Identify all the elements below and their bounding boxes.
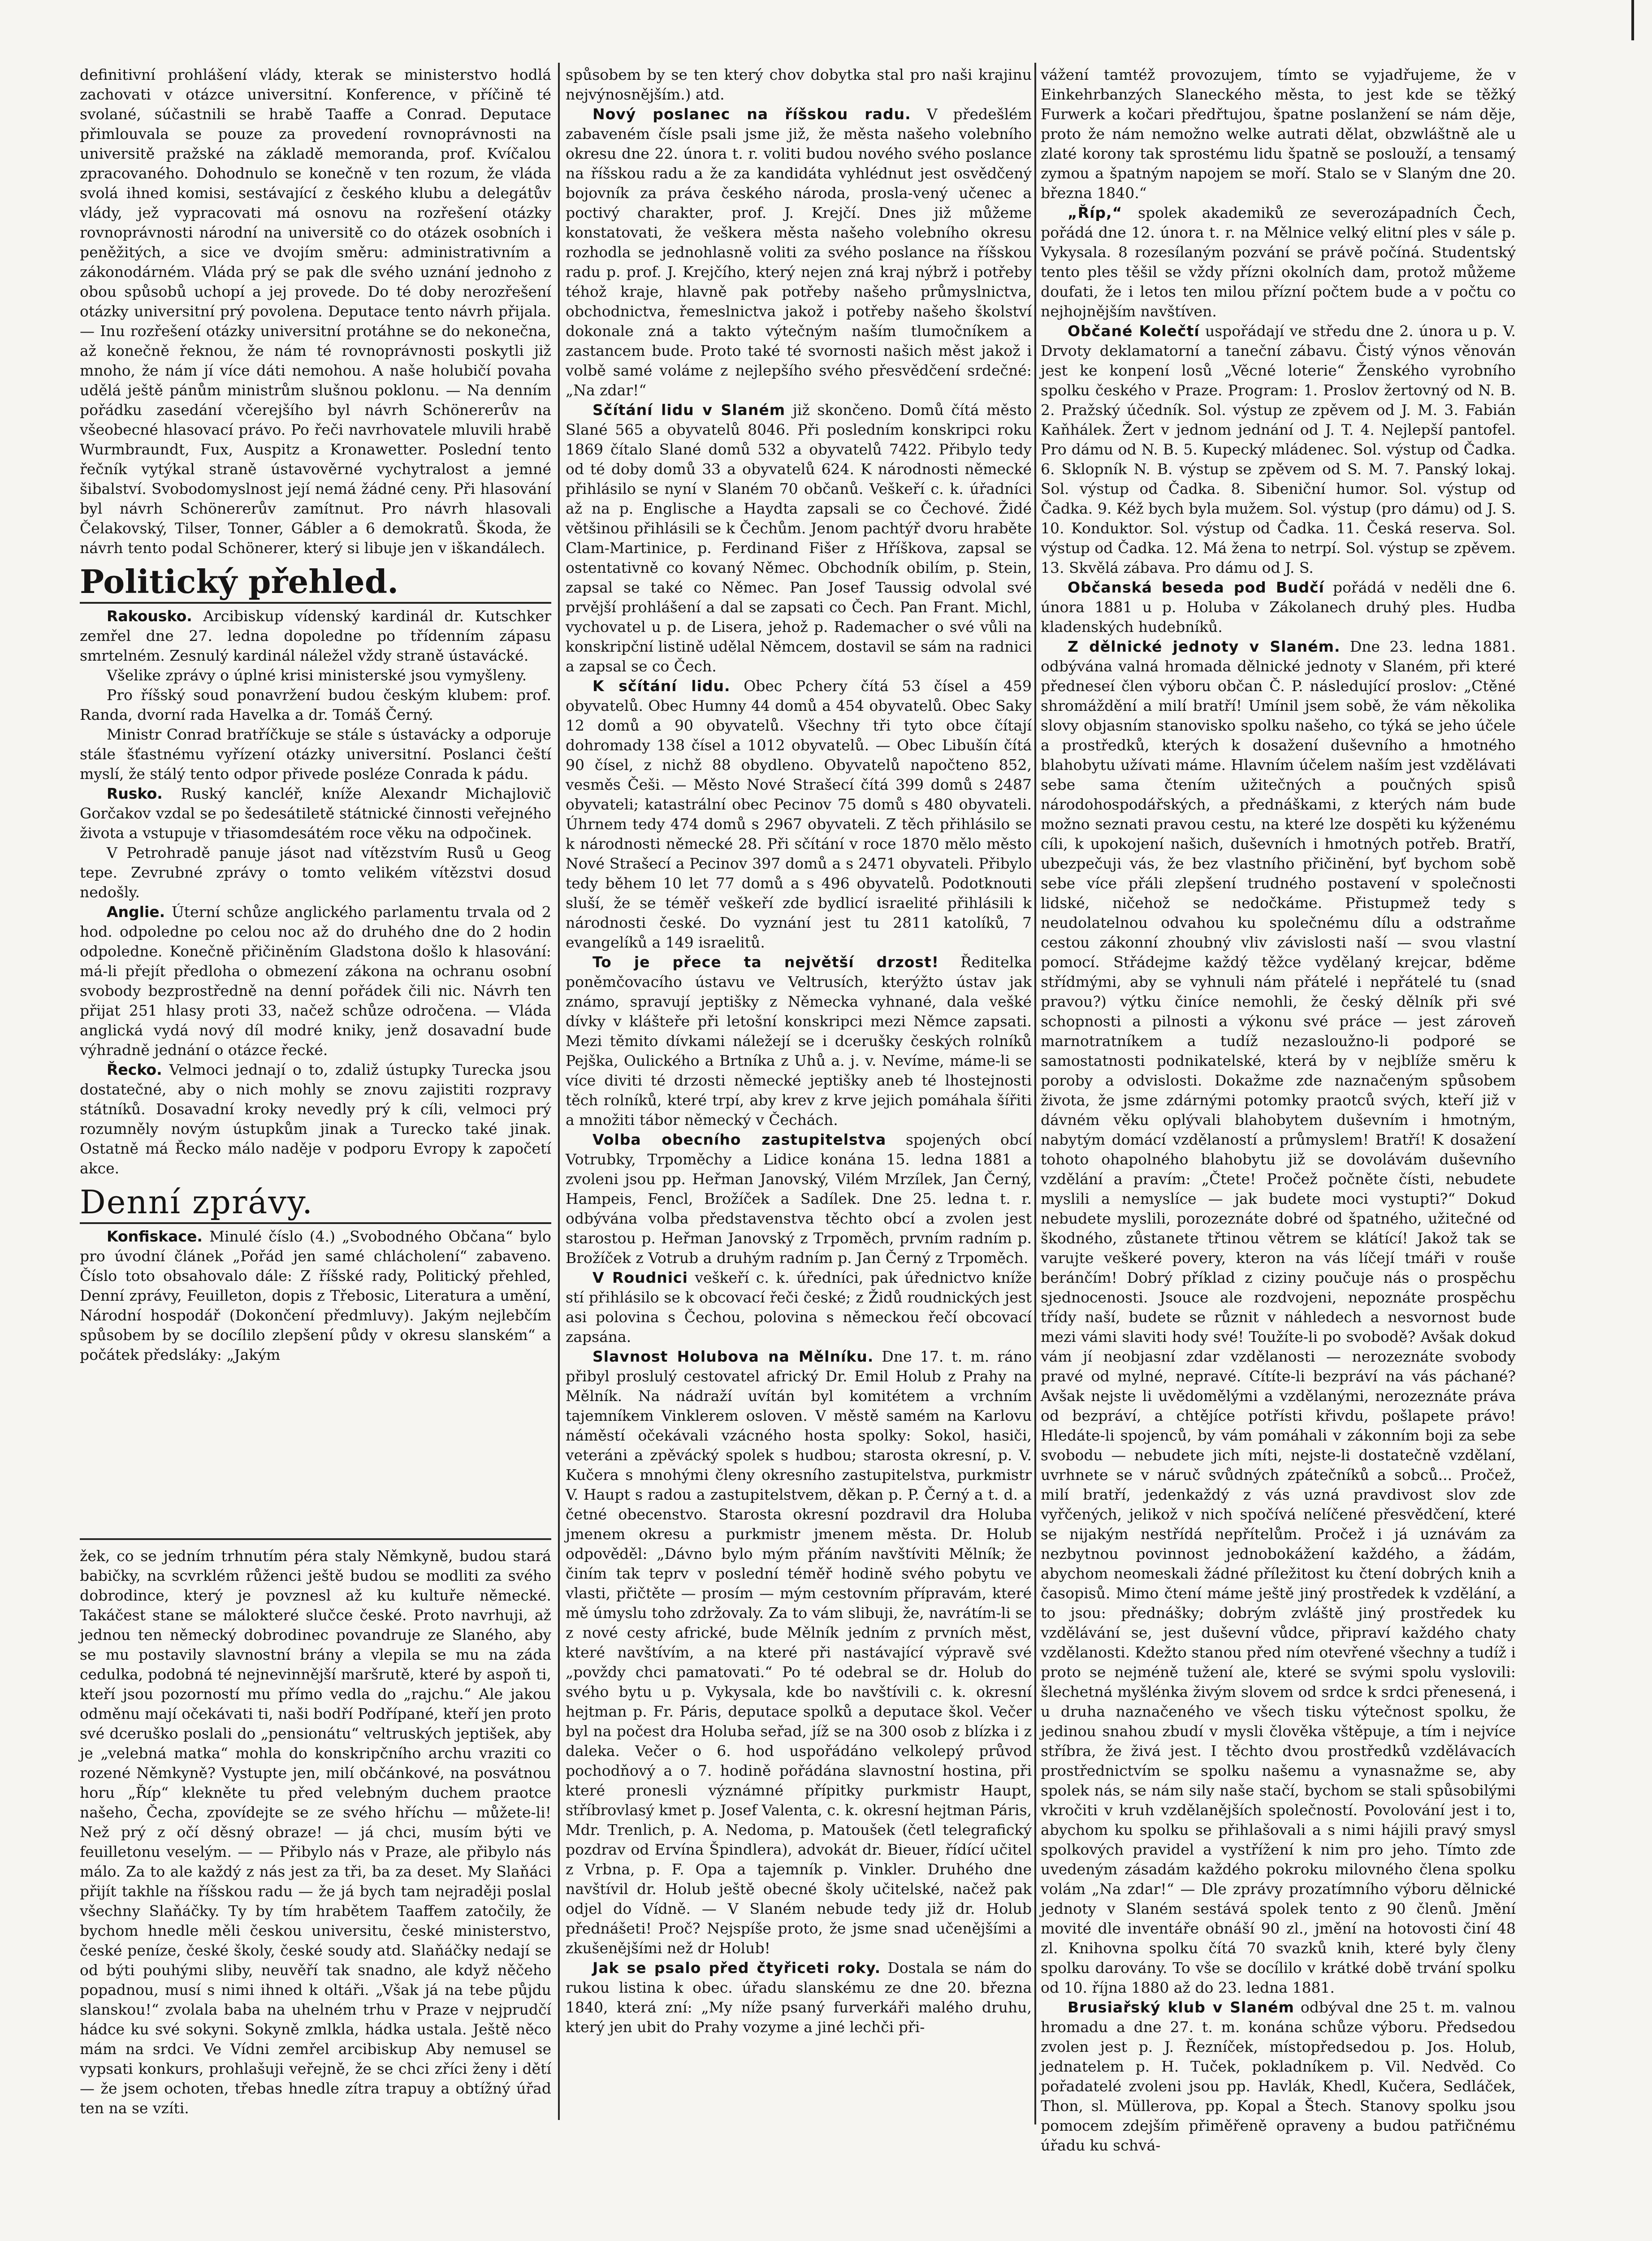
parliament-report: definitivní prohlášení vlády, kterak se ministerstvo hodlá zachovati v otázce universitní. Konference, v příčině té svolané, súčastnili se hrabě Taaffe a Conrad. Deputace přimlouvala se pouze za provedení rovnoprávnosti na universitě pražské na základě memoranda, prof. Kvíčalou zpracovaného. Dohodnulo se konečně v ten rozum, že vláda svolá ihned komisi, sestávající z českého klubu a delegátův vlády, jež vypracovati má osnovu na rozřešení otázky rovnoprávnosti národní na universitě co do otázek osobních i peněžitých, a sice ve dvojím směru: administrativním a zákonodárném. Vláda prý se pak dle svého uznání jednoho z obou spůsobů uchopí a jej provede. Do té doby nerozřešení otázky universitní prý povolena. Deputace tento návrh přijala. — Inu rozřešení otázky universitní protáhne se do nekonečna, až konečně řeknou, že nám té rovnoprávnosti poskytli již mnoho, že nám jí více dáti nemohou. A naše holubičí povaha udělá ještě pánům ministrům slušnou poklonu. — Na denním pořádku zasedání včerejšího byl návrh Schönererův na všeobecné hlasovací právo. Po řeči navrhovatele mluvili hrabě Wurmbraundt, Fux, Auspitz a Kronawetter. Poslední tento řečník vytýkal straně ústavověrné vychytralost a jemné šibalství. Svobodomyslnost její nemá žádné ceny. Při hlasování byl návrh Schönererův zamítnut. Pro návrh hlasovali Čelakovský, Tilser, Tonner, Gábler a 6 demokratů. Škoda, že návrh tento podal Schönerer, který si libuje jen v iškandálech. [80,66,551,557]
rakousko-4: Ministr Conrad bratříčkuje se stále s ústavácky a odporuje stále šťastnému vyřízení otázky universitní. Poslanci čeští myslí, že stálý tento odpor přivede posléze Conrada k pádu. [80,726,551,783]
page-edge-mark [1631,0,1634,40]
obcane-kolecti-text: uspořádají ve středu dne 2. února u p. V. Drvoty deklamatorní a taneční zábavu. Čistý výnos věnován jest ke konpení losů „Věcné loterie“ Ženského vyrobního spolku českého v Praze. Program: 1. Proslov žertovný od N. B. 2. Pražský účedník. Sol. výstup ze zpěvem od J. M. 3. Fabián Kaňhálek. Žert v jednom jednání od J. T. 4. Nejlepší pantofel. Pro dámu od N. B. 5. Kupecký mládenec. Sol. výstup od Čadka. 6. Sklopník N. B. výstup se zpěvem od S. M. 7. Panský lokaj. Sol. výstup od Čadka. 8. Sibeniční humor. Sol. výstup od Čadka. 9. Kéž bych byla mužem. Sol. výstup (pro dámu) od J. S. 10. Konduktor. Sol. výstup od Čadka. 11. Česká reserva. Sol. výstup od Čadka. 12. Má žena to netrpí. Sol. výstup se zpěvem. 13. Skvělá zábava. Pro dámu od J. S. [1041,322,1516,576]
k-scitani-text: Obec Pchery čítá 53 čísel a 459 obyvatelů. Obec Humny 44 domů a 454 obyvatelů. Obec Saky 12 domů a 90 obyvatelů. Všechny tři tyto obce čítají dohromady 138 čísel a 1012 obyvatelů. — Obec Libušín čítá 90 čísel, z nichž 88 obydleno. Obyvatelů napočteno 852, vesměs Češi. — Město Nové Strašecí čítá 399 domů s 2487 obyvateli; katastrální obec Pecinov 75 domů s 480 obyvateli. Úhrnem tedy 474 domů s 2967 obyvateli. Z těch přihlásilo se k národnosti německé 28. Při sčítání v roce 1870 mělo město Nové Strašecí a Pecinov 397 domů a s 2471 obyvateli. Přibylo tedy během 10 let 77 domů a s 496 obyvatelů. Podotknouti sluší, že se téměř veškeří zde bydlicí israelité přihlásili k národnosti české. Do vyznání jest tu 2811 katolíků, 7 evangelíků a 149 israelitů. [566,677,1032,951]
feuilleton-text: žek, co se jedním trhnutím péra staly Němkyně, budou stará babičky, na scvrklém růženci ještě budou se modliti za svého dobrodince, který je povznesl až ku kultuře německé. Takáčest stane se málokteré slučce české. Proto navrhuji, až jednou ten německý dobrodinec povandruje ze Slaného, aby se mu postavily slavnostní brány a vlepila se mu na záda cedulka, podobná té nejnevinnější maršrutě, které by aspoň ti, kteří jsou pozorností mu přímo vedla do „rajchu.“ Ale jakou odměnu mají očekávati ti, naši bodří Podřípané, kteří jen proto své dceruško poslali do „pensionátu“ veltruských jeptišek, aby je „velebná matka“ mohla do konskripčního archu vraziti co rozené Němkyně? Vystupte jen, milí občánkové, na posvátnou horu „Říp“ klekněte tu před velebným duchem praotce našeho, Čecha, zpovídejte se ze svého hříchu — můžete-li! Než prý z očí děsný obraze! — já chci, musím býti ve feuilletonu veselým. — — Přibylo nás v Praze, ale přibylo nás málo. Za to ale každý z nás jest za tři, ba za deset. My Slaňáci přijít takhle na říšskou radu — že já bych tam nejraději poslal všechny Slaňáčky. Ty by tím hrabětem Taaffem zatočily, že bychom hnedle měli českou universitu, české ministerstvo, české peníze, české školy, české soudy atd. Slaňáčky nedají se od býti pouhými sliby, neuvěří tak snadno, ale když něčeho popadnou, musí s nimi ihned k oltáři. „Však já na tebe půjdu slanskou!“ zvolala baba na uhelném trhu v Praze v nejprudčí hádce ku své sokyni. Sokyně zmlkla, hádka ustala. Ještě něco mám na srdci. Ve Vídni zemřel arcibiskup Aby nemusel se vypsati konkurs, prohlašuji veřejně, že se chci zříci ženy i dětí — že jsem ochoten, třebas hnedle zítra trapuy a obtížný úřad ten na se vzíti. [80,1547,551,2117]
right-column [1041,65,1516,2154]
recko-1: Velmoci jednají o to, zdaliž ústupky Turecka jsou dostatečné, aby o nich mohly se znovu zajistiti rozpravy státníků. Dosavadní kroky nevedly prý k cíli, velmoci prý rozumněly novým ústupkům jinak a Turecko také jinak. Ostatně má Řecko málo naděje v podporu Evropy k započetí akce. [80,1061,551,1177]
head-pred-ctyriceti: Jak se psalo před čtyřiceti roky. [592,1959,881,1977]
beseda-budci-text: pořádá v neděli dne 6. února 1881 u p. Holuba v Zákolanech druhý ples. Hudba kladenských hudebníků. [1041,579,1516,636]
anglie-1: Úterní schůze anglického parlamentu trvala od 2 hod. odpoledne po celou noc až do druhého dne do 2 hodin odpoledne. Konečně přičiněním Gladstona došlo k hlasování: má-li přejít předloha o obmezení zákona na ochranu osobní svobody bezprostředně na denní pořádek čili nic. Návrh ten přijat 251 hlasy proti 33, načež schůze odročena. — Vláda anglická vydá nový díl modré kniky, jenž dosavadní bude výhradně jednání o otázce řecké. [80,903,551,1059]
column-rule-right [1034,63,1036,2124]
volba-text: spojených obcí Votrubky, Trpoměchy a Lidice konána 15. ledna 1881 a zvoleni jsou pp. Heřman Janovský, Vilém Mrzílek, Jan Černý, Hampeis, Fencl, Brožíček a Sadílek. Dne 25. ledna t. r. odbývána volba představenstva těchto obcí a zvolen jest starostou p. Heřman Janovský z Trpoměch, prvním radním p. Brožíček z Votrub a druhým radním p. Jan Černý z Trpoměch. [566,1131,1032,1267]
head-rusko: Rusko. [107,785,163,802]
head-volba: Volba obecního zastupitelstva [592,1131,887,1148]
head-rip: „Říp,“ [1068,204,1123,221]
head-scitani-slane: Sčítání lidu v Slaném [592,401,786,419]
rusko-2: V Petrohradě panuje jásot nad vítězstvím Rusů u Geog tepe. Zevrubné zprávy o tomto velikém vítězstvi dosud nedošly. [80,844,551,901]
head-k-scitani: K sčítání lidu. [592,677,731,695]
head-novy-poslanec: Nový poslanec na říšskou radu. [592,105,911,123]
right-continuation: vážení tamtéž provozujem, tímto se vyjadřujeme, že v Einkehrbanzých Slaneckého města, to jest kde se těžký Furwerk a kočari předřtujou, špatne poslanžení se nám děje, proto že nám nemožno welke autrati dělat, obzwláštně ale u zlaté korony tak sprostému lidu špatně se poslouží, a tensamý zymou a špatným napojem se moří. Stalo se v Slaným dne 20. března 1840.“ [1041,66,1516,202]
head-brusiarsky-klub: Brusiařský klub v Slaném [1068,1999,1294,2016]
head-konfiskace: Konfiskace. [107,1228,203,1245]
mid-continuation: spůsobem by se ten který chov dobytka stal pro naši krajinu nejvýnosnějším.) atd. [566,66,1032,103]
head-anglie: Anglie. [107,903,165,921]
delnicka-jednota-text: Dne 23. ledna 1881. odbývána valná hromada dělnické jednoty v Slaném, při které předneseí člen výboru občan Č. P. následující proslov: „Ctěné shromáždění a milí bratří! Umínil jsem sobě, že vám několika slovy objasním stanovisko spolku našeho, co týká se jeho účele a prostředků, kterých k dosažení duševního a hmotného blahobytu užívati máme. Hlavním účelem naším jest vzdělávati sebe sama čtením užitečných a poučných spisů národohospodářských, a přednáškami, z kterých nám bude možno seznati pravou cestu, na které lze dospěti ku kýženému cíli, k upokojení našich, duševních i hmotných potřeb. Bratří, ubezpečuji vás, že bez vlastního přičinění, byť bychom sobě sebe více přáli zlepšení trudného postavení v společnosti lidské, ničehož se nedočkáme. Přistupmež tedy s neudolatelnou odvahou ku společnému dílu a odstraňme cestou zákonní zhoubný vliv závislosti naší — svou vlastní pomocí. Střádejme každý těžce vydělaný krejcar, bděme střídmými, aby se vyhnuli nám přátelé i nepřátelé tu (snad pravou?) výtku činíce nemohli, že český dělník při své schopnosti a pilnosti a výkonu své práce — jest zároveň marnotratníkem a tudíž nezasloužno-li podporé se samostatnosti podnikatelské, která by v nejblíže směru k poroby a odvislosti. Dokažme zde naznačeným spůsobem života, že jsme zdárnými potomky praotců svých, kteří již v dávném věku oplývali blahobytem duševním i hmotným, nabytým domácí vzdělaností a průmyslem! Bratří! K dosažení tohoto ohapolného blahobytu již se dovolávám duševního vzdělání a pravím: „Čtete! Pročež počněte čísti, nebudete myslili a nemyslíce — jak budete moci vystupti?“ Dokud nebudete myslili, porozeznáte dobré od špatného, užitečné od škodného, zůstanete třtinou větrem se klátící! Jakož tak se varujte veškeré povery, kteron na vás líčejí tmáři v rouše beránčím! Dobrý příklad z ciziny poučuje nás o prospěchu sjednocenosti. Jsouce ale rozdvojeni, nepoznáte prospěchu třídy naší, budete se různit v náhledech a nesvornost bude mezi vámi slaviti hody své! Toužíte-li po svobodě? Avšak dokud vám jí neobjasní zdar vzdělanosti — nerozeznáte svobody pravé od mylné, nepravé. Cítíte-li bezpráví na vás páchané? Avšak nejste li uvědomělými a vzdělanými, nerozeznáte práva od bezpráví, a chtějíce potřísti křivdu, pošlapete právo! Hledáte-li spojenců, by vám pomáhali v zákonním boji za sebe svobodu — nebudete jich míti, nejste-li dostatečně vzdělaní, uvrhnete se v náruč svůdných zpátečníků a sobců... Pročež, milí bratří, jedenkaždý z vás uzná pravdivost slov zde vyřčených, jelikož v nich spočívá nelíčené přesvědčení, které se nijakým nestřídá nepřítelům. Pročež i já uznávám za nezbytnou povinnost jednobokážení každého, a žádám, abychom neomeskali žádné příležitost ku čtení dobrých knih a časopisů. Mimo čtení máme ještě jiný prostředek k vzdělání, a to jsou: přednášky; dobrým zvláště jiný prostředek ku vzdělávání se, jest duševní vůdce, připraví každého chaty vzdělanosti. Kdežto stanou před ním otevřené všechny a tudíž i proto se nejméně tužení ale, které se svými spolu vyslovili: šlechetná myšlénka živým slovem od srdce k srdci přenesená, i u druha naznačeného ve všech tisku výtečnost spolku, že jedinou snahou zbudí v mysli člověka vštěpuje, a tím i nejvíce stříbra, že živá jest. I těchto dvou prostředků vzdělávacích prostřednictvím se spolku našemu a vynasnažme se, aby spolek nás, se nám sily naše stačí, bychom se stali spůsobilými vkročiti v kruh vzdělanějších společností. Povolování jest i to, abychom ku spolku se přihlašovali a s nimi hájili pravý smysl spolkových pravidel a vystřížení k nim pro jeho. Tímto zde uvedeným zásadám každého pokroku milovného člena spolku volám „Na zdar!“ — Dle zprávy prozatímního výboru dělnické jednoty v Slaném sestává spolek tento z 90 členů. Jmění movité dle inventáře obnáší 90 zl., jmění na hotovosti činí 48 zl. Knihovna spolku čítá 70 svazků knih, které byly členy spolku darovány. To vše se docílilo v krátké době trvání spolku od 10. října 1880 až do 23. ledna 1881. [1041,638,1516,1996]
drzost-text: Ředitelka poněmčovacího ústavu ve Veltrusích, kterýžto ústav jak známo, spravují jeptišky z Německa vyhnané, dala vešké dívky v klášteře při letošní konskripci mezi Němce zapsati. Mezi těmito dívkami náležejí se i dcerušky českých rolníků Pejška, Oulického a Brtníka z Uhů a. j. v. Nevíme, máme-li se více diviti té drzosti německé jeptišky aneb té lhostejnosti těch rolníků, které trpí, aby krev z krve jejich pomáhala šířiti a množiti tábor německý v Čechách. [566,953,1032,1129]
head-slavnost-holub: Slavnost Holubova na Mělníku. [592,1348,874,1365]
head-rakousko: Rakousko. [107,607,192,625]
head-beseda-budci: Občanská beseda pod Budčí [1068,579,1324,596]
roudnice-text: veškeří c. k. úředníci, pak úřednictvo kníže stí přihlásilo se k obcovací řeči české; z Židů roudnických jest asi polovina s Čechou, polovina s německou řečí obcovací zapsána. [566,1269,1032,1345]
middle-column [566,65,1032,2172]
rip-text: spolek akademiků ze severozápadních Čech, pořádá dne 12. února t. r. na Mělnice velký elitní ples v sále p. Vykysala. 8 rozesílaným pozvání se právě počíná. Studentský tento ples těšil se vždy přízni okolních dam, protož můžeme doufati, že i letos ten milou přízní počtem bude a v počtu co nejhojnějším navštíven. [1041,204,1516,320]
feuilleton-column [80,1546,551,2117]
konfiskace-1: Minulé číslo (4.) „Svobodného Občana“ bylo pro úvodní článek „Pořád jen samé chlácholení“ zabaveno. Číslo toto obsahovalo dále: Z říšské rady, Politický přehled, Denní zprávy, Feuilleton, dopis z Třebosic, Literatura a umění, Národní hospodář (Dokončení předmluvy). Jakým nejlebčím spůsobem by se docílilo zlepšení půdy v okresu slanském“ a počátek předsláky: „Jakým [80,1228,551,1363]
brusiarsky-klub-text: odbýval dne 25 t. m. valnou hromadu a dne 27. t. m. konána schůze výboru. Předsedou zvolen jest p. J. Řezníček, místopředsedou p. Jos. Holub, jednatelem p. H. Tuček, pokladníkem p. Vil. Nedvěd. Co pořadatelé zvoleni jsou pp. Havlák, Khedl, Kučera, Sedláček, Thon, sl. Müllerova, pp. Kopal a Štech. Stanovy spolku jsou pomocem zdejším přiměřeně opraveny a budou patřičnému úřadu ku schvá- [1041,1999,1516,2154]
section-title-daily-news: Denní zprávy. [80,1184,551,1224]
head-obcane-kolecti: Občané Kolečtí [1068,322,1200,340]
head-roudnice: V Roudnici [592,1269,688,1286]
scitani-slane-text: již skončeno. Domů čítá město Slané 565 a obyvatelů 8046. Při posledním konskripci roku 1869 čítalo Slané domů 532 a obyvatelů 7422. Přibylo tedy od té doby domů 33 a obyvatelů 624. K národnosti německé přihlásilo se nyní v Slaném 70 občanů. Veškeří c. k. úřadníci až na p. Englische a Haydta zapsali se co Čechové. Židé většinou přihlásili se k Čechům. Jenom pachtýř dvoru hraběte Clam-Martinice, p. Ferdinand Fišer z Hříškova, zapsal se ostentativně co kovaný Němec. Obchodník obilím, p. Stein, zapsal se také co Němec. Pan Josef Taussig odvolal své prvější prohlášení a dal se zapsati co Čech. Pan Frant. Michl, vychovatel u p. de Lisera, jehož p. Rademacher o své vůli na konskripční listině udělal Němcem, dostavil se sám na radnici a zapsal se co Čech. [566,401,1032,675]
head-drzost: To je přece ta největší drzost! [592,953,939,971]
rakousko-3: Pro říšský soud ponavržení budou českým klubem: prof. Randa, dvorní rada Havelka a dr. Tomáš Černý. [80,686,551,723]
head-delnicka-jednota: Z dělnické jednoty v Slaném. [1068,638,1341,655]
column-rule-left [558,63,560,2120]
rusko-1: Ruský kancléř, kníže Alexandr Michajlovič Gorčakov vzdal se po šedesátiletě státnické činnosti veřejného života a vstupuje v třiasomdesátém roce věku na odpočinek. [80,785,552,842]
section-title-political-review: Politický přehled. [80,563,551,604]
rakousko-1: Arcibiskup vídenský kardinál dr. Kutschker zemřel dne 27. ledna dopoledne po třídenním zápasu smrtelném. Zesnulý kardinál náležel vždy straně ústavácké. [80,607,551,664]
rakousko-2: Všelike zprávy o úplné krisi ministerské jsou vymyšleny. [107,666,527,684]
pred-ctyriceti-text: Dostala se nám do rukou listina k obec. úřadu slanskému ze dne 20. března 1840, která zní: „My níže psaný furverkáři malého druhu, který jen ubit do Prahy vozyme a jiné lechči při- [566,1959,1032,2036]
novy-poslanec-text: V předešlém zabaveném čísle psali jsme již, že města našeho volebního okresu dne 22. února t. r. voliti budou nového svého poslance na říšskou radu a že za kandidáta vyhlédnut jest osvědčený bojovník za práva českého národa, prosla-vený učenec a poctivý charakter, prof. J. Krejčí. Dnes již můžeme konstatovati, že veškera města našeho volebního okresu rozhodla se jednohlasně voliti za svého poslance na říšskou radu p. prof. J. Krejčího, který nejen zná kraj nýbrž i potřeby téhož kraje, hlavně pak potřeby našeho průmyslnictva, obchodnictva, řemeslnictva jakož i potřeby našeho školství dokonale zná a takto výtečným naším tlumočníkem a zastancem bude. Proto také té svornosti našich měst jakož i volbě samé voláme z nejlepšího svého přesvědčení srdečné: „Na zdar!“ [566,105,1032,399]
head-recko: Řecko. [107,1061,162,1078]
slavnost-holub-text: Dne 17. t. m. ráno přibyl proslulý cestovatel africký Dr. Emil Holub z Prahy na Mělník. Na nádraží uvítán byl komitétem a vrchním tajemníkem Vinklerem osloven. V městě samém na Karlovu náměstí očekávali vzácného hosta spolky: Sokol, hasiči, veteráni a zpěvácký spolek s hudbou; starosta okresní, p. V. Kučera s mnohými členy okresního zastupitelstva, purkmistr V. Haupt s radou a zastupitelstvem, děkan p. P. Černý a t. d. a četné obecenstvo. Starosta okresní pozdravil dra Holuba jmenem okresu a purkmistr jmenem města. Dr. Holub odpověděl: „Dávno bylo mým přáním navštíviti Mělník; že činím tak teprv v poslední téměř hodině svého pobytu ve vlasti, přičtěte — prosím — mým cestovním přípravám, které mě úmyslu toho zdržovaly. Za to vám slibuji, že, navrátím-li se z nové cesty africké, bude Mělník jedním z prvních měst, které navštívím, a na které při nastávající výpravě své „povždy chci pamatovati.“ Po té odebral se dr. Holub do svého bytu u p. Vykysala, kde bo navštívili c. k. okresní hejtman p. Fr. Páris, deputace spolků a deputace škol. Večer byl na počest dra Holuba seřad, jíž se na 300 osob z blízka i z daleka. Večer o 6. hod uspořádáno velkolepý průvod pochodňový a o 7. hodině pořádána slavnostní hostina, při které pronesli význámné přípitky purkmistr Haupt, stříbrovlasý kmet p. Josef Valenta, c. k. okresní hejtman Páris, Mdr. Trenlich, p. A. Nedoma, p. Matoušek (četl telegrafický pozdrav od Ervína Špindlera), advokát dr. Bieuer, řídící učitel z Vrbna, p. F. Opa a tajemník p. Vinkler. Druhého dne navštívil dr. Holub ještě obecné školy učitelské, načež pak odjel do Vídně. — V Slaném nebude tedy již dr. Holub přednášeti! Proč? Nejspíše proto, že jsme snad učenějšími a zkušenějšími než dr Holub! [566,1348,1032,1957]
